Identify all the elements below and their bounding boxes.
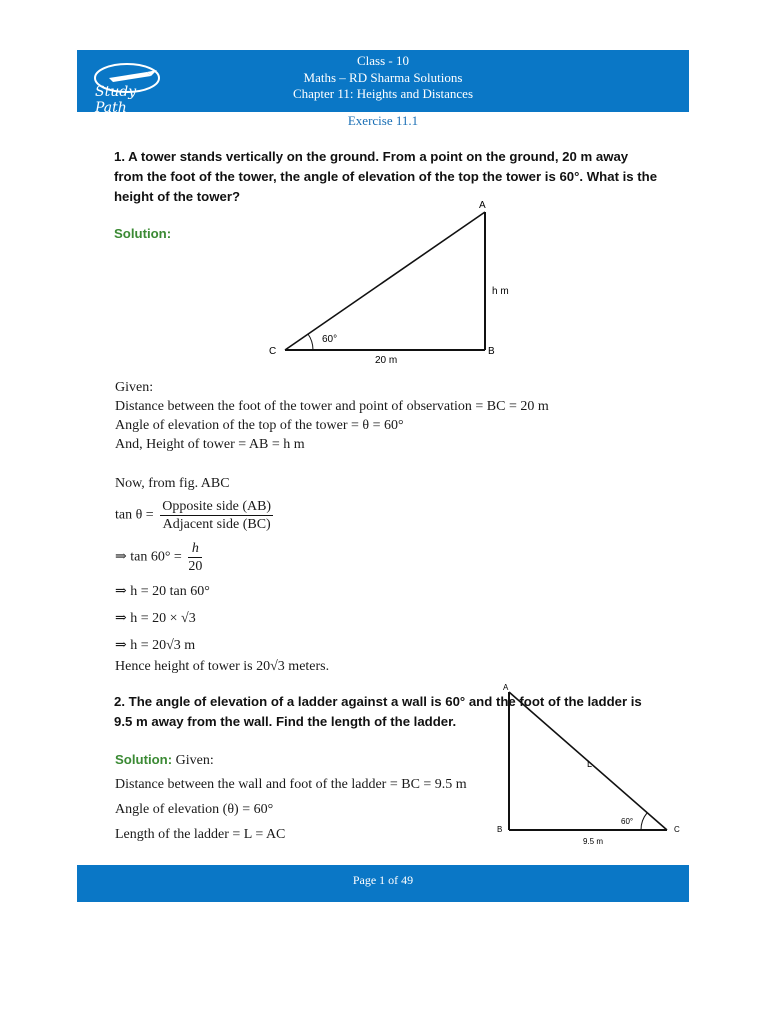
- ladder-angle-label: 60°: [621, 817, 634, 826]
- question-2: 2. The angle of elevation of a ladder against a wall is 60° and the foot of the ladder is 9.5 m away from the wall. Find the length of the ladder.: [114, 694, 642, 729]
- exercise-title: Exercise 11.1: [347, 113, 419, 128]
- tan-numerator: Opposite side (AB): [162, 499, 272, 514]
- ladder-vertex-c: C: [674, 825, 680, 834]
- given-elevation: Angle of elevation (θ) = 60°: [115, 802, 274, 817]
- ladder-bc-label: 9.5 m: [583, 837, 604, 846]
- tan60-equation: [115, 540, 202, 575]
- tan60-numerator: h: [188, 540, 202, 558]
- given-wall-distance: Distance between the wall and foot of the ladder = BC = 9.5 m: [115, 777, 467, 792]
- given-height: And, Height of tower = AB = h m: [115, 437, 305, 452]
- given-angle: Angle of elevation of the top of the tower = θ = 60°: [115, 418, 404, 433]
- step-h-final: ⇒ h = 20√3 m: [115, 638, 196, 653]
- now-from-fig: Now, from fig. ABC: [115, 476, 230, 491]
- page-footer: Page 1 of 49: [77, 865, 689, 902]
- tower-triangle-figure: [267, 200, 527, 375]
- step-h-tan: ⇒ h = 20 tan 60°: [115, 584, 210, 599]
- solution-1-label: Solution:: [114, 226, 172, 241]
- vertex-c-label: C: [269, 346, 277, 357]
- document-page: [77, 50, 689, 902]
- ladder-vertex-a: A: [503, 684, 509, 692]
- tan60-denominator: 20: [188, 559, 203, 574]
- vertex-b-label: B: [488, 346, 495, 357]
- ladder-vertex-b: B: [497, 825, 503, 834]
- answer-1: Hence height of tower is 20√3 meters.: [115, 659, 330, 674]
- given-ladder: Length of the ladder = L = AC: [115, 827, 286, 842]
- step-h-root: ⇒ h = 20 × √3: [115, 611, 196, 626]
- solution-2-given: Given:: [172, 753, 214, 768]
- ladder-length-label: L: [587, 759, 593, 769]
- tan-denominator: Adjacent side (BC): [162, 517, 271, 532]
- page-header: [77, 50, 689, 116]
- given-label: Given:: [115, 380, 154, 395]
- side-bc-label: 20 m: [375, 355, 398, 366]
- header-class: Class - 10: [357, 53, 409, 68]
- tan-theta-equation: [115, 498, 273, 533]
- tan-lhs: tan θ =: [115, 507, 154, 523]
- side-ab-label: h m: [492, 286, 509, 297]
- header-chapter: Chapter 11: Heights and Distances: [292, 86, 474, 101]
- question-1: 1. A tower stands vertically on the ground. From a point on the ground, 20 m away from the foot of the tower, the angle of elevation of the top the tower is 60°. What is the height of the tower?: [114, 149, 658, 204]
- logo-text: Study Path: [95, 84, 137, 116]
- vertex-a-label: A: [479, 200, 486, 211]
- tan60-lhs: ⇒ tan 60° =: [115, 549, 182, 565]
- ladder-triangle-figure: [487, 684, 687, 849]
- angle-label: 60°: [322, 334, 338, 345]
- given-distance: Distance between the foot of the tower and point of observation = BC = 20 m: [115, 399, 549, 414]
- solution-2-label: Solution:: [115, 752, 173, 767]
- solution-2-line: [115, 750, 214, 770]
- header-subject: Maths – RD Sharma Solutions: [303, 69, 463, 85]
